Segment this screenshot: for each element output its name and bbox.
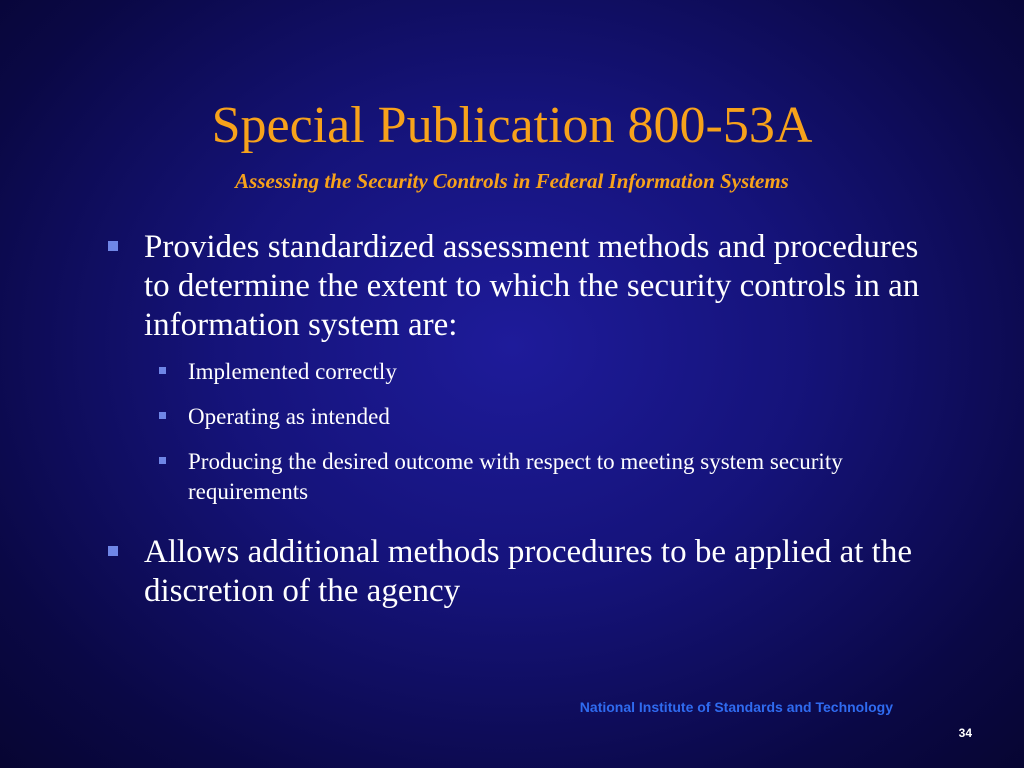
- slide-subtitle: Assessing the Security Controls in Federal Information Systems: [235, 169, 789, 193]
- square-bullet-icon: [159, 457, 166, 464]
- sub-bullet-text: Implemented correctly: [188, 359, 397, 384]
- sub-bullet-item: [144, 357, 930, 387]
- bullet-text: Provides standardized assessment methods and procedures to determine the extent to which the security controls in an information system are:: [144, 229, 920, 343]
- sub-bullet-item: [144, 402, 930, 432]
- bullet-list: [100, 228, 930, 611]
- square-bullet-icon: [159, 412, 166, 419]
- sub-bullet-list: [144, 357, 930, 507]
- slide-title: Special Publication 800-53A: [211, 97, 813, 154]
- square-bullet-icon: [159, 367, 166, 374]
- square-bullet-icon: [108, 546, 118, 556]
- bullet-item: [100, 533, 930, 611]
- square-bullet-icon: [108, 241, 118, 251]
- sub-bullet-text: Producing the desired outcome with respect to meeting system security requirements: [188, 449, 843, 504]
- bullet-text: Allows additional methods procedures to be applied at the discretion of the agency: [144, 534, 912, 609]
- bullet-item: [100, 228, 930, 507]
- footer-organization: National Institute of Standards and Technology: [579, 699, 893, 715]
- sub-bullet-text: Operating as intended: [188, 404, 390, 429]
- page-number: 34: [958, 726, 972, 740]
- sub-bullet-item: [144, 447, 930, 507]
